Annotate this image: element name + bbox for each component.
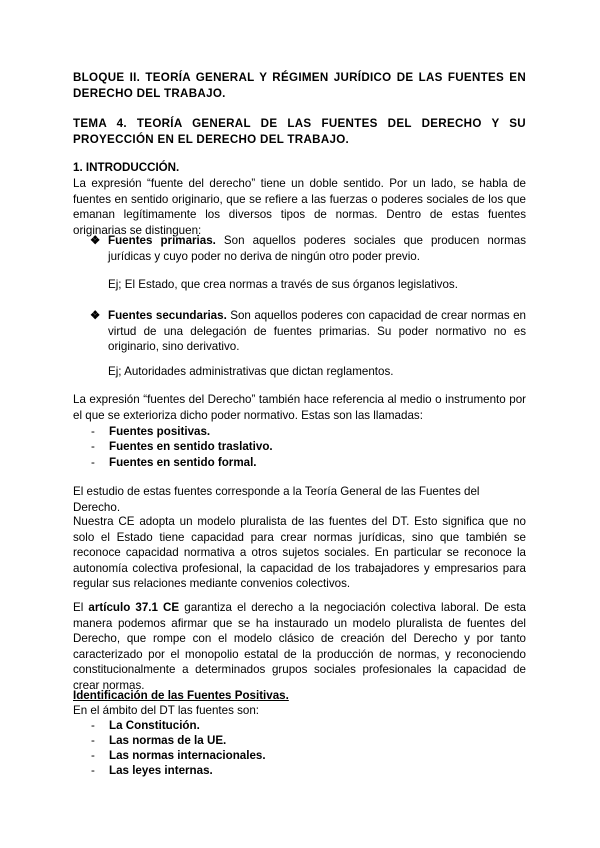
diamond-bullet-icon: ❖	[90, 309, 101, 322]
bullet-term: Fuentes secundarias.	[108, 309, 227, 322]
bullet-description: Son aquellos poderes sociales que producen normas jurídicas y cuyo poder no deriva de ningún otro poder previo.	[108, 234, 527, 263]
bullet-term: Fuentes primarias.	[108, 234, 216, 247]
bullet-fuentes-primarias	[90, 233, 526, 264]
tema-heading: TEMA 4. TEORÍA GENERAL DE LAS FUENTES DEL DERECHO Y SU PROYECCIÓN EN EL DERECHO DEL TRABAJO.	[73, 117, 526, 146]
dash-bullet: -	[91, 719, 95, 732]
article-reference: artículo 37.1 CE	[88, 601, 180, 614]
sub-heading: Identificación de las Fuentes Positivas.	[73, 689, 289, 702]
dash-bullet: -	[91, 764, 95, 777]
dash-bullet: -	[91, 425, 95, 438]
paragraph-ce-pluralista: Nuestra CE adopta un modelo pluralista de las fuentes del DT. Esto significa que no solo el Estado tiene capacidad para crear normas jurídicas, sino que también se reconoce capacidad normativa a otros sujetos sociales. En particular se reconoce la autonomía colectiva profesional, la capacidad de los trabajadores y empresarios para regular sus relaciones mediante convenios colectivos.	[73, 515, 526, 590]
dash-bullet: -	[91, 749, 95, 762]
example-line: Ej; El Estado, que crea normas a través de sus órganos legislativos.	[108, 278, 458, 291]
intro-paragraph: La expresión “fuente del derecho” tiene un doble sentido. Por un lado, se habla de fuentes en sentido originario, que se refiere a las fuerzas o poderes sociales de los que emanan legítimamente los diversos tipos de normas. Dentro de estas fuentes originarias se distinguen:	[73, 177, 526, 237]
list-item: - Las normas internacionales.	[91, 749, 266, 762]
bloque-heading: BLOQUE II. TEORÍA GENERAL Y RÉGIMEN JURÍDICO DE LAS FUENTES EN DERECHO DEL TRABAJO.	[73, 71, 526, 100]
bullet-fuentes-secundarias	[90, 308, 526, 355]
bullet-text	[108, 308, 526, 355]
list-item: - Fuentes en sentido formal.	[91, 456, 257, 469]
list-item: - Las normas de la UE.	[91, 734, 227, 747]
dash-bullet: -	[91, 734, 95, 747]
diamond-bullet-icon: ❖	[90, 234, 101, 247]
section-heading: 1. INTRODUCCIÓN.	[73, 161, 180, 174]
dash-bullet: -	[91, 440, 95, 453]
list-item: - La Constitución.	[91, 719, 200, 732]
example-line: Ej; Autoridades administrativas que dictan reglamentos.	[108, 365, 394, 378]
list-item: - Fuentes en sentido traslativo.	[91, 440, 273, 453]
list-item: - Fuentes positivas.	[91, 425, 211, 438]
bullet-text	[108, 233, 526, 264]
dash-bullet: -	[91, 456, 95, 469]
paragraph-expresion: La expresión “fuentes del Derecho” también hace referencia al medio o instrumento por el que se exterioriza dicho poder normativo. Estas son las llamadas:	[73, 393, 526, 422]
paragraph-ambito: En el ámbito del DT las fuentes son:	[73, 704, 260, 717]
paragraph-articulo-37: El artículo 37.1 CE garantiza el derecho a la negociación colectiva laboral. De esta manera podemos afirmar que se ha instaurado un modelo pluralista de fuentes del Derecho, que rompe con el modelo clásico de creación del Derecho y por tanto caracterizado por el monopolio estatal de la producción de normas, y reconociendo constitucionalmente a determinados grupos sociales profesionales la capacidad de crear normas.	[73, 601, 527, 692]
list-item: - Las leyes internas.	[91, 764, 213, 777]
paragraph-estudio: El estudio de estas fuentes corresponde a la Teoría General de las Fuentes del Derecho.	[73, 485, 480, 514]
bullet-description: Son aquellos poderes con capacidad de crear normas en virtud de una delegación de fuentes primarias. Su poder normativo no es originario, sino derivativo.	[108, 309, 526, 353]
